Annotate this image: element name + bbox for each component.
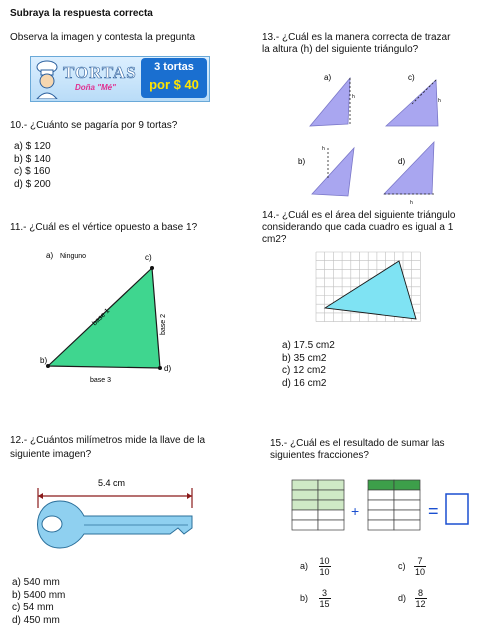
q14-question-line-1: 14.- ¿Cuál es el área del siguiente triángulo (262, 210, 456, 221)
q11-label-c[interactable]: c) (145, 253, 152, 262)
q14-triangle (325, 261, 416, 319)
q12-options (12, 577, 65, 627)
page-title: Subraya la respuesta correcta (10, 8, 153, 19)
q11-vertex-c (150, 266, 154, 270)
fraction-cell (368, 500, 394, 510)
fraction-cell (368, 510, 394, 520)
svg-text:h: h (322, 146, 325, 152)
fraction-cell (318, 500, 344, 510)
fraction-cell (318, 490, 344, 500)
q12-question-line-1: 12.- ¿Cuántos milímetros mide la llave de la (10, 435, 206, 446)
q14-option-d[interactable]: d) 16 cm2 (282, 377, 327, 389)
logo-sub-text: Doña "Mé" (75, 83, 116, 92)
tortas-logo (30, 56, 210, 102)
q15-answer-box[interactable] (446, 494, 468, 524)
fraction-cell (292, 480, 318, 490)
fraction-cell (292, 520, 318, 530)
q11-label-base3: base 3 (90, 377, 112, 384)
q13-triangles-figure (290, 66, 460, 208)
fraction-cell (318, 510, 344, 520)
q13-question-line-1: 13.- ¿Cuál es la manera correcta de trazar (262, 32, 451, 43)
q15-option-b[interactable]: b) $\frac{3}{15}$ (300, 588, 330, 609)
q12-option-b[interactable]: b) 5400 mm (12, 589, 66, 601)
q13-triangle-c (386, 80, 438, 126)
price-line-1: 3 tortas (154, 61, 194, 73)
fraction-cell (368, 490, 394, 500)
svg-text:h: h (438, 98, 441, 104)
q11-label-base1: base 1 (91, 307, 112, 328)
q14-question-line-2: considerando que cada cuadro es igual a 1 (262, 222, 454, 233)
q14-grid-figure (312, 248, 432, 330)
fraction-cell (318, 520, 344, 530)
price-box (141, 58, 207, 98)
q14-option-a[interactable]: a) 17.5 cm2 (282, 340, 335, 351)
q15-option-d[interactable]: d) $\frac{8}{12}$ (398, 588, 426, 609)
q14-option-c[interactable]: c) 12 cm2 (282, 365, 326, 376)
fraction-cell (292, 500, 318, 510)
q15-option-c[interactable]: c) $\frac{7}{10}$ (398, 556, 426, 577)
q13-triangle-a (310, 78, 350, 126)
fraction-cell (292, 490, 318, 500)
fraction-cell (394, 500, 420, 510)
q11-label-ninguno: Ninguno (60, 253, 87, 260)
q12-option-d[interactable]: d) 450 mm (12, 614, 60, 626)
q12-option-c[interactable]: c) 54 mm (12, 602, 54, 613)
q13-label-a[interactable]: a) (324, 73, 332, 82)
fraction-cell (292, 510, 318, 520)
q11-vertex-d (158, 366, 162, 370)
q13-label-c[interactable]: c) (408, 73, 415, 82)
intro-text: Observa la imagen y contesta la pregunta (10, 32, 196, 43)
chef-icon (33, 59, 61, 99)
q15-option-a[interactable]: a) $\frac{10}{10}$ (300, 556, 330, 577)
fraction-cell (318, 480, 344, 490)
fraction-cell (394, 490, 420, 500)
q11-label-base2: base 2 (160, 313, 167, 335)
q10-option-c[interactable]: c) $ 160 (14, 166, 51, 177)
q14-options (282, 340, 335, 390)
q11-label-d[interactable]: d) (164, 364, 172, 373)
fraction-cell (394, 510, 420, 520)
q10-question: 10.- ¿Cuánto se pagaría por 9 tortas? (10, 120, 178, 131)
q15-equals-sign: = (428, 501, 439, 521)
q15-fractions-figure (288, 476, 478, 540)
price-line-2: por $ 40 (149, 77, 199, 92)
svg-text:h: h (410, 200, 413, 206)
fraction-cell (394, 480, 420, 490)
q14-question-line-3: cm2? (262, 234, 287, 245)
q15-fraction-bar-2 (368, 480, 420, 530)
q15-question-line-2: siguientes fracciones? (270, 450, 369, 461)
fraction-cell (368, 480, 394, 490)
q10-option-b[interactable]: b) $ 140 (14, 153, 51, 165)
q15-question-line-1: 15.- ¿Cuál es el resultado de sumar las (270, 438, 445, 449)
fraction-cell (394, 520, 420, 530)
q15-fraction-bar-1 (292, 480, 344, 530)
q11-triangle-figure (0, 240, 240, 390)
q15-plus-sign: + (351, 503, 360, 519)
q13-triangle-b (312, 148, 354, 196)
q12-option-a[interactable]: a) 540 mm (12, 577, 60, 588)
q12-key-figure (20, 476, 210, 566)
q12-question-line-2: siguiente imagen? (10, 449, 92, 460)
q10-option-a[interactable]: a) $ 120 (14, 141, 51, 152)
svg-text:h: h (352, 94, 355, 100)
q13-label-b[interactable]: b) (298, 157, 306, 166)
q13-question-line-2: la altura (h) del siguiente triángulo? (262, 44, 419, 55)
q10-options (14, 141, 51, 191)
q11-label-a[interactable]: a) (46, 251, 54, 260)
q11-question: 11.- ¿Cuál es el vértice opuesto a base 1? (10, 222, 198, 233)
q12-measure-label: 5.4 cm (98, 478, 126, 488)
q13-label-d[interactable]: d) (398, 157, 406, 166)
q11-label-b[interactable]: b) (40, 356, 48, 365)
logo-main-text: TORTAS (63, 63, 137, 82)
q10-option-d[interactable]: d) $ 200 (14, 178, 51, 190)
q13-triangle-d (384, 142, 434, 194)
fraction-cell (368, 520, 394, 530)
q14-option-b[interactable]: b) 35 cm2 (282, 352, 327, 364)
